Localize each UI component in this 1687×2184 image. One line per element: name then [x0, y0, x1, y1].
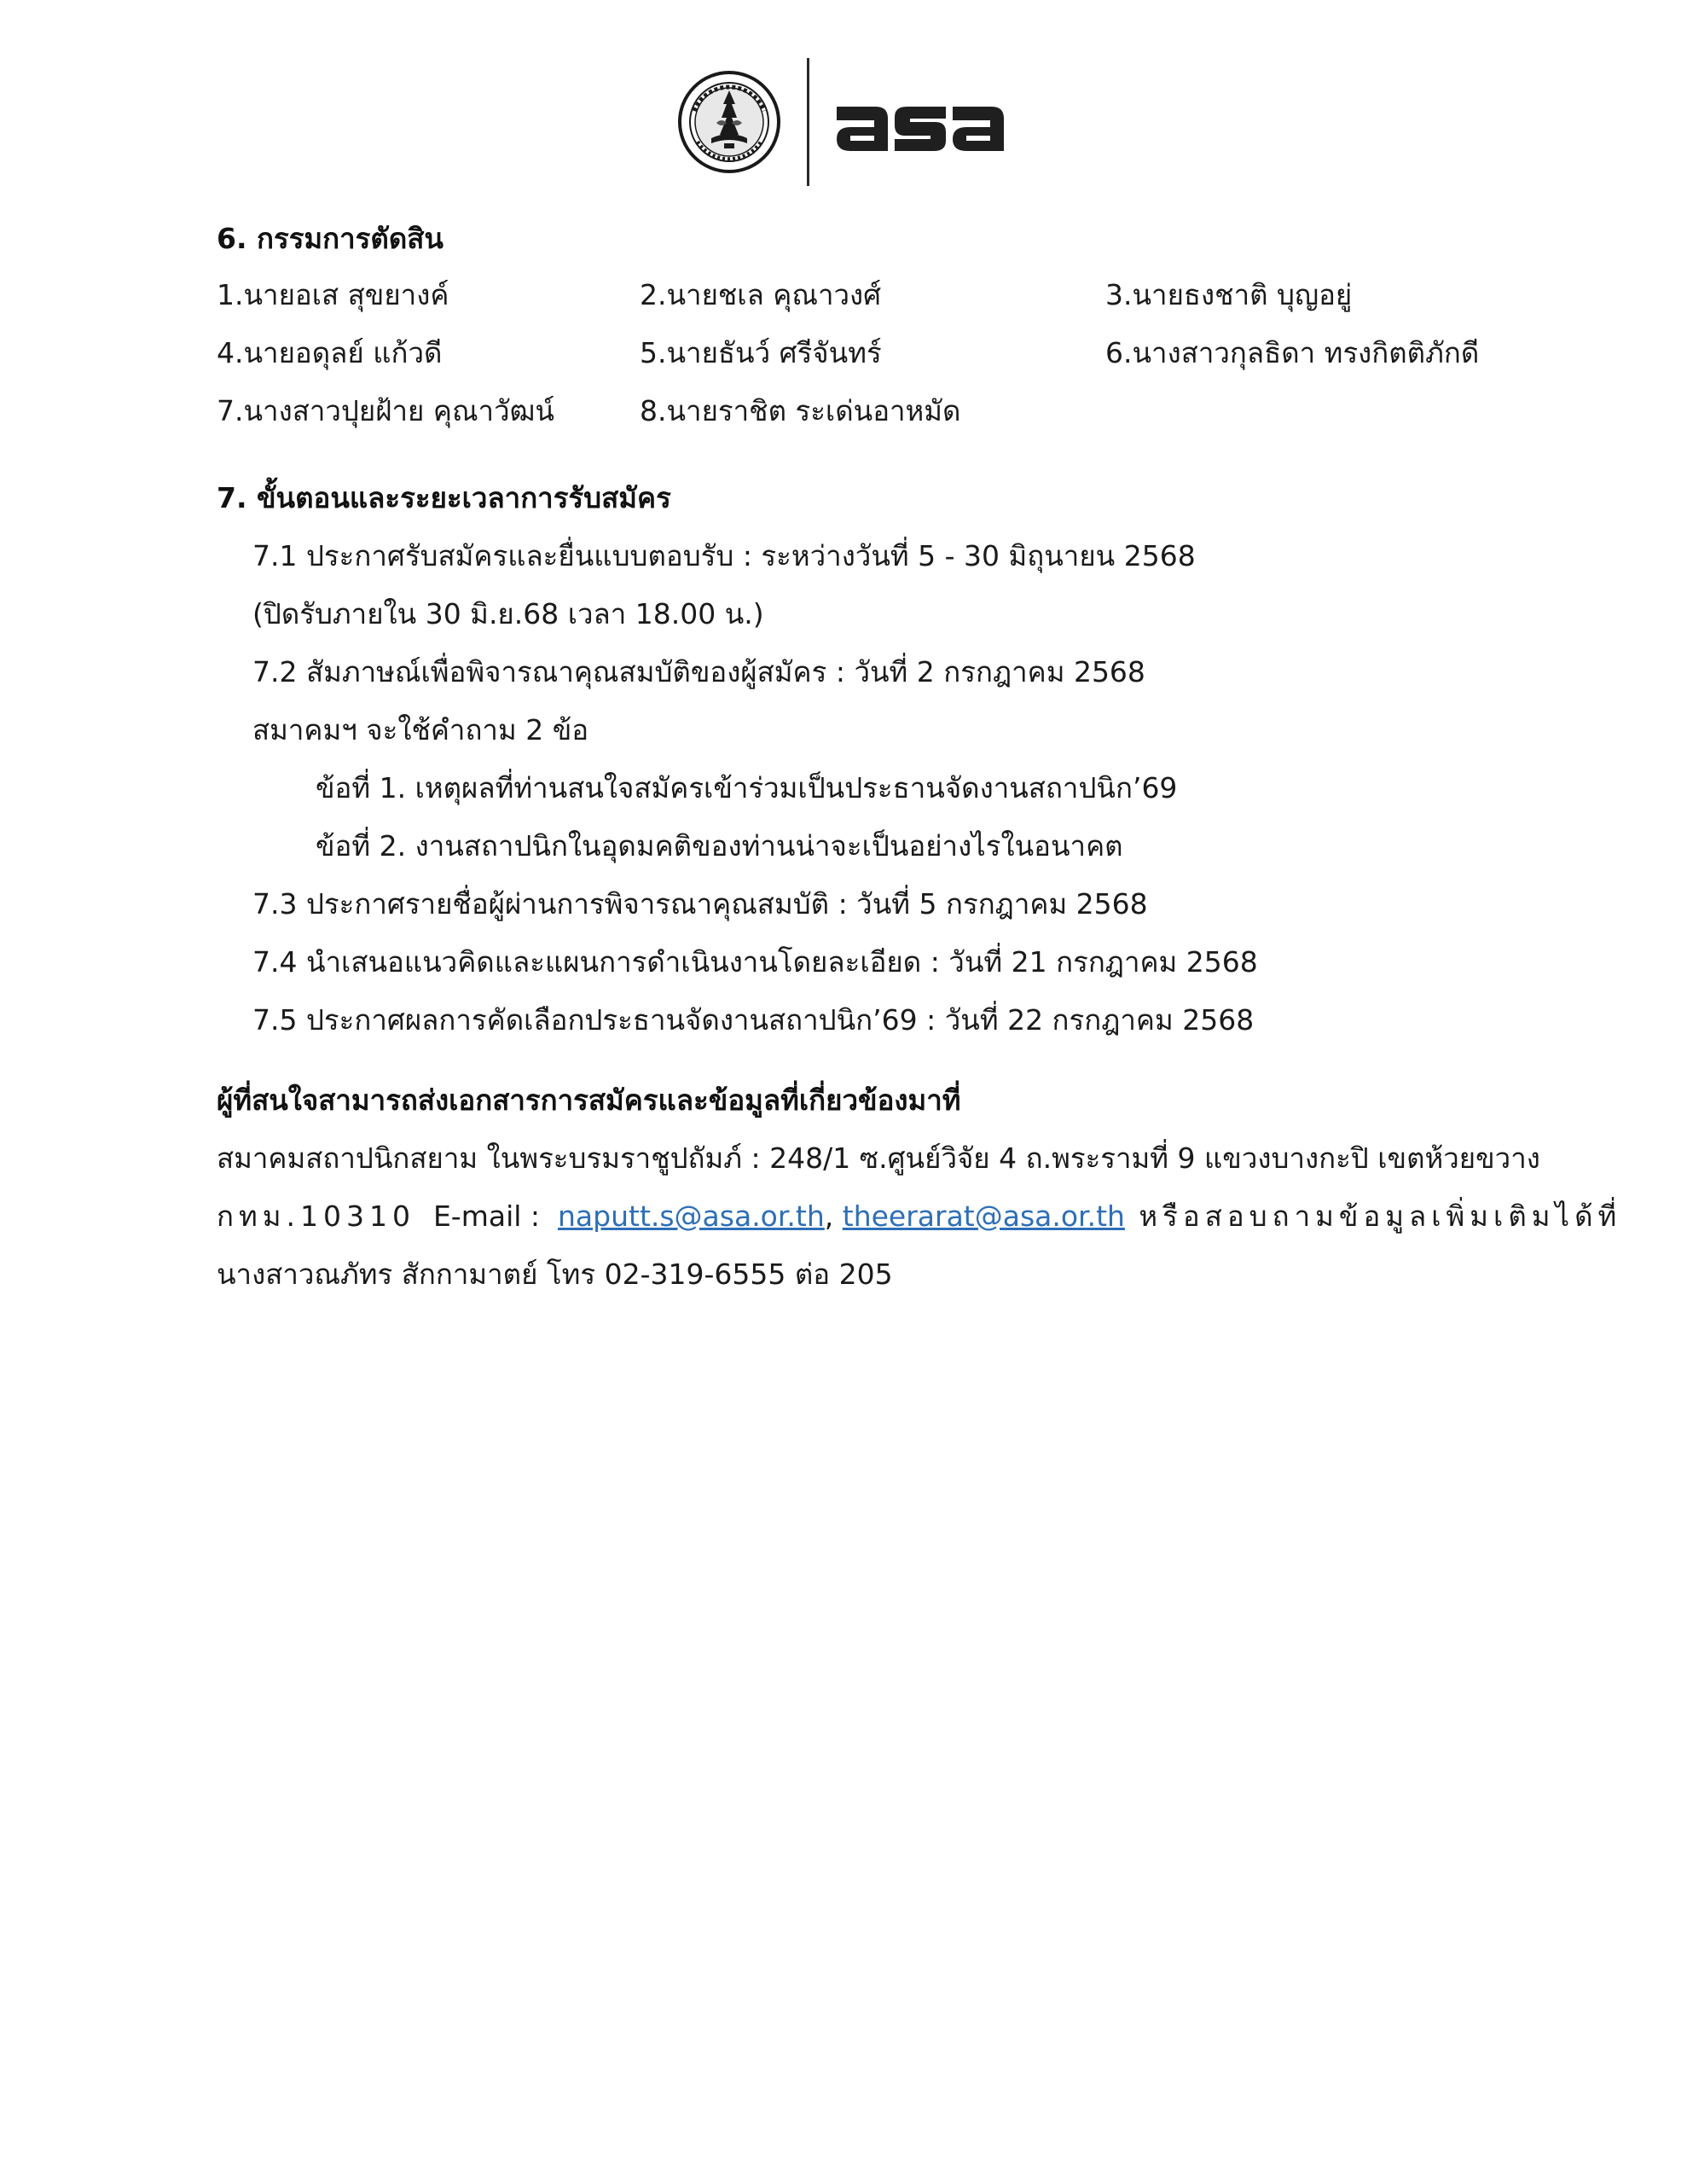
- asa-seal-logo: [677, 70, 781, 174]
- page-header: [0, 58, 1687, 186]
- contact-phone: นางสาวณภัทร สักกามาตย์ โทร 02-319-6555 ต่อ 205: [217, 1258, 893, 1291]
- judges-list: [217, 276, 1530, 430]
- step-7-1-note: (ปิดรับภายใน 30 มิ.ย.68 เวลา 18.00 น.): [252, 597, 764, 630]
- section-7: [217, 479, 1530, 1039]
- postal-code-text: กทม.10310: [217, 1199, 415, 1233]
- email-separator: ,: [824, 1199, 843, 1233]
- contact-section: [217, 1082, 1622, 1293]
- step-7-4: 7.4 นำเสนอแนวคิดและแผนการดำเนินงานโดยละเอียด : วันที่ 21 กรกฎาคม 2568: [252, 945, 1258, 979]
- email-link-theerarat[interactable]: theerarat@asa.or.th: [842, 1199, 1125, 1233]
- judge-item: 6.นางสาวกุลธิดา ทรงกิตติภักดี: [1105, 336, 1480, 369]
- judge-item: 5.นายธันว์ ศรีจันทร์: [640, 336, 882, 369]
- judge-item: 7.นางสาวปุยฝ้าย คุณาวัฒน์: [217, 394, 554, 427]
- contact-address: สมาคมสถาปนิกสยาม ในพระบรมราชูปถัมภ์ : 248/1 ซ.ศูนย์วิจัย 4 ถ.พระรามที่ 9 แขวงบางกะปิ เขตห้วยขวาง: [217, 1141, 1540, 1175]
- judge-item: 3.นายธงชาติ บุญอยู่: [1105, 278, 1353, 311]
- judge-item: 4.นายอดุลย์ แก้วดี: [217, 336, 443, 369]
- email-link-naputt[interactable]: naputt.s@asa.or.th: [558, 1199, 825, 1233]
- contact-heading: ผู้ที่สนใจสามารถส่งเอกสารการสมัครและข้อมูลที่เกี่ยวข้องมาที่: [217, 1083, 961, 1117]
- section-7-heading: 7. ขั้นตอนและระยะเวลาการรับสมัคร: [217, 481, 671, 514]
- step-7-2: 7.2 สัมภาษณ์เพื่อพิจารณาคุณสมบัติของผู้สมัคร : วันที่ 2 กรกฎาคม 2568: [252, 655, 1145, 688]
- email-label: E-mail :: [415, 1199, 558, 1233]
- inquiry-text: หรือสอบถามข้อมูลเพิ่มเติมได้ที่: [1124, 1199, 1622, 1233]
- interview-question-1: ข้อที่ 1. เหตุผลที่ท่านสนใจสมัครเข้าร่วมเป็นประธานจัดงานสถาปนิก’69: [316, 771, 1178, 804]
- logo-divider: [807, 58, 809, 186]
- contact-email-line: [217, 1198, 1622, 1235]
- document-body: [217, 220, 1622, 1314]
- step-7-5: 7.5 ประกาศผลการคัดเลือกประธานจัดงานสถาปนิก’69 : วันที่ 22 กรกฎาคม 2568: [252, 1003, 1255, 1037]
- step-7-1: 7.1 ประกาศรับสมัครและยื่นแบบตอบรับ : ระหว่างวันที่ 5 - 30 มิถุนายน 2568: [252, 539, 1196, 572]
- step-7-2-note: สมาคมฯ จะใช้คำถาม 2 ข้อ: [252, 713, 589, 746]
- contact-body: [217, 1140, 1622, 1293]
- application-steps: [217, 537, 1530, 1039]
- judge-item: 8.นายราชิต ระเด่นอาหมัด: [640, 394, 961, 427]
- judge-item: 1.นายอเส สุขยางค์: [217, 278, 449, 311]
- asa-wordmark-logo: [832, 88, 1011, 156]
- step-7-3: 7.3 ประกาศรายชื่อผู้ผ่านการพิจารณาคุณสมบัติ : วันที่ 5 กรกฎาคม 2568: [252, 887, 1148, 921]
- interview-question-2: ข้อที่ 2. งานสถาปนิกในอุดมคติของท่านน่าจะเป็นอย่างไรในอนาคต: [316, 829, 1123, 863]
- judge-item: 2.นายชเล คุณาวงศ์: [640, 278, 882, 311]
- section-6-heading: 6. กรรมการตัดสิน: [217, 222, 443, 255]
